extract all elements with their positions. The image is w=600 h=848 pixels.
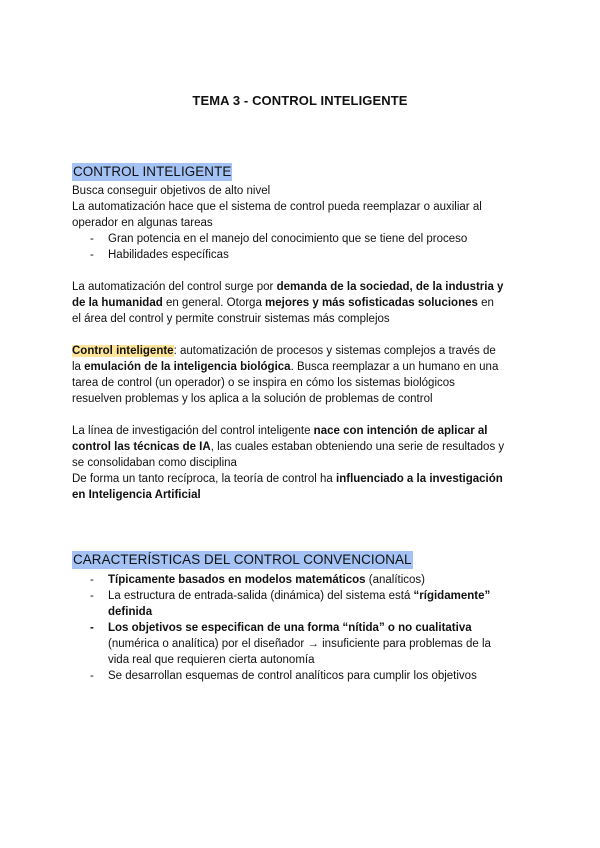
- paragraph-line: Control inteligente: automatización de procesos y sistemas complejos a través de: [72, 345, 496, 357]
- paragraph-line: tarea de control (un operador) o se inspira en cómo los sistemas biológicos: [72, 377, 455, 389]
- bullet-dash: -: [90, 622, 94, 634]
- bullet-dash: -: [90, 574, 94, 586]
- paragraph-line: Busca conseguir objetivos de alto nivel: [72, 185, 271, 197]
- paragraph-line: La automatización hace que el sistema de control pueda reemplazar o auxiliar al: [72, 201, 482, 213]
- list-item: - Se desarrollan esquemas de control analíticos para cumplir los objetivos: [90, 670, 477, 682]
- list-item: - Habilidades específicas: [90, 249, 229, 261]
- paragraph-line: de la humanidad en general. Otorga mejores y más sofisticadas soluciones en: [72, 297, 494, 309]
- paragraph-line: La automatización del control surge por demanda de la sociedad, de la industria y: [72, 281, 504, 293]
- section-heading: CONTROL INTELIGENTE: [73, 164, 232, 179]
- list-item: - Típicamente basados en modelos matemáticos (analíticos): [90, 574, 425, 586]
- paragraph-line: control las técnicas de IA, las cuales estaban obteniendo una serie de resultados y: [72, 441, 505, 453]
- paragraph-line: operador en algunas tareas: [72, 217, 213, 229]
- paragraph-line: el área del control y permite construir sistemas más complejos: [72, 313, 390, 325]
- list-item: - Los objetivos se especifican de una forma “nítida” o no cualitativa (numérica o analítica) por el diseñador → insuficiente para problemas de la vida real que requieren cierta autonomía: [90, 622, 491, 666]
- bullet-dash: -: [90, 233, 94, 245]
- paragraph-line: De forma un tanto recíproca, la teoría de control ha influenciado a la investigación: [72, 473, 503, 485]
- section-control-inteligente: [72, 163, 532, 503]
- bullet-dash: -: [90, 249, 94, 261]
- highlighted-term: Control inteligente: [72, 345, 174, 357]
- paragraph-line: La línea de investigación del control inteligente nace con intención de aplicar al: [72, 425, 488, 437]
- paragraph-line: la emulación de la inteligencia biológica. Busca reemplazar a un humano en una: [72, 361, 499, 373]
- list-item: - La estructura de entrada-salida (dinámica) del sistema está “rígidamente” definida: [90, 590, 491, 618]
- section-control-convencional: [72, 551, 532, 684]
- section-heading: CARACTERÍSTICAS DEL CONTROL CONVENCIONAL: [73, 552, 412, 567]
- paragraph-line: se consolidaban como disciplina: [72, 457, 237, 469]
- bullet-dash: -: [90, 590, 94, 602]
- bullet-dash: -: [90, 670, 94, 682]
- paragraph-line: en Inteligencia Artificial: [72, 489, 201, 501]
- paragraph-line: resuelven problemas y los aplica a la solución de problemas de control: [72, 393, 433, 405]
- list-item: - Gran potencia en el manejo del conocimiento que se tiene del proceso: [90, 233, 468, 245]
- page-title: TEMA 3 - CONTROL INTELIGENTE: [192, 93, 408, 108]
